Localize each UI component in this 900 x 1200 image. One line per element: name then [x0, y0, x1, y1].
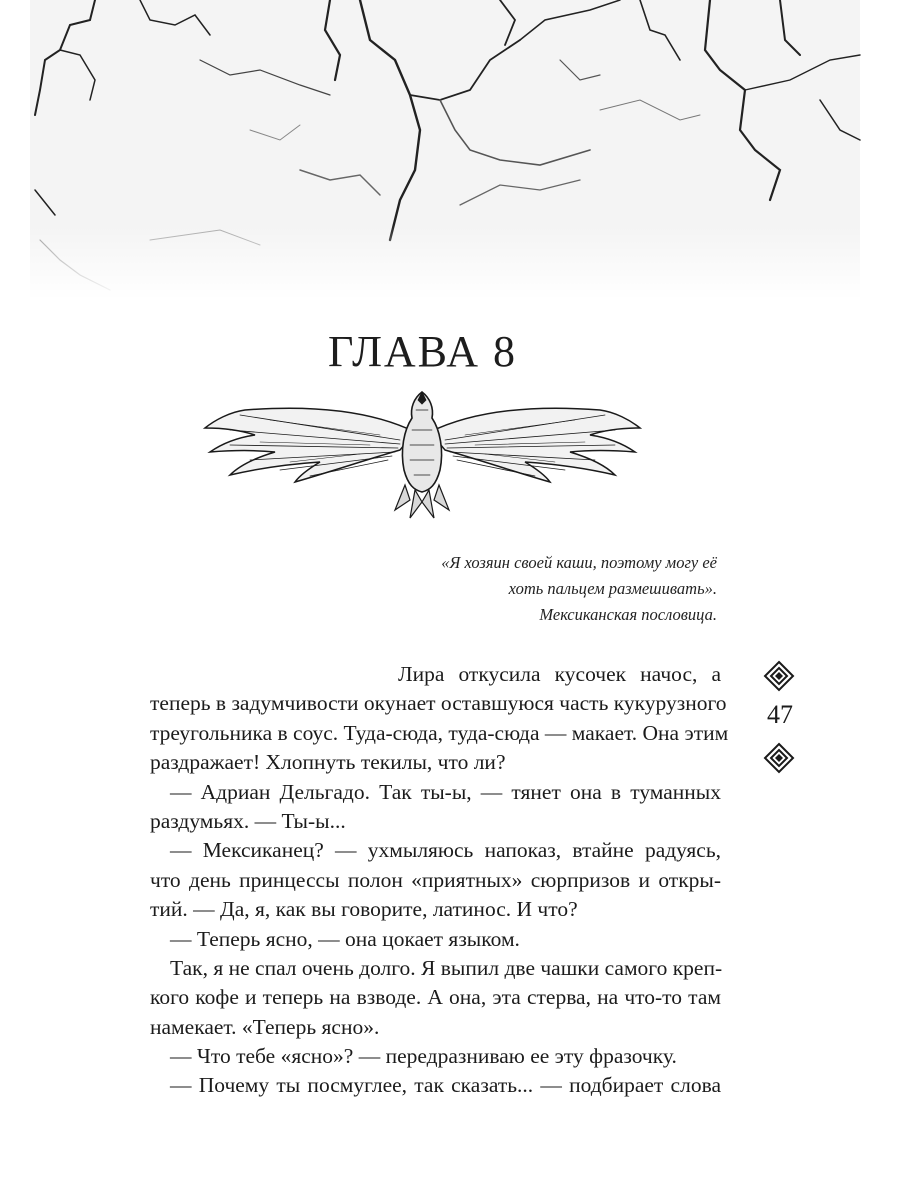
- text-line: раздражает! Хлопнуть текилы, что ли?: [150, 750, 506, 775]
- text-line: — Что тебе «ясно»? — передразниваю ее эту фразочку.: [170, 1044, 677, 1069]
- text-line: теперь в задумчивости окунает оставшуюся часть кукурузного: [150, 691, 727, 716]
- text-line: кого кофе и теперь на взводе. А она, эта стерва, на что-то там: [150, 985, 721, 1010]
- text-line: — Почему ты посмуглее, так сказать... — подбирает слова: [170, 1073, 721, 1098]
- page-number: 47: [767, 700, 793, 729]
- chapter-title: ГЛАВА 8: [327, 327, 518, 376]
- ornament-diamond-icon: [763, 742, 795, 774]
- text-line: — Адриан Дельгадо. Так ты-ы, — тянет она в туманных: [170, 779, 721, 804]
- text-line: намекает. «Теперь ясно».: [150, 1014, 380, 1039]
- epigraph: [297, 550, 717, 628]
- text-line: раздумьях. — Ты-ы...: [150, 808, 346, 833]
- text-line: что день принцессы полон «приятных» сюрпризов и откры-: [150, 867, 721, 892]
- epigraph-attribution: Мексиканская пословица.: [539, 605, 717, 624]
- text-line: Так, я не спал очень долго. Я выпил две чашки самого креп-: [170, 955, 723, 980]
- text-line: — Теперь ясно, — она цокает языком.: [170, 926, 520, 951]
- eagle-illustration: [200, 390, 645, 520]
- epigraph-line: хоть пальцем размешивать».: [508, 579, 717, 598]
- text-line: Лира откусила кусочек начос, а: [398, 662, 721, 686]
- text-line: — Мексиканец? — ухмыляюсь напоказ, втайне радуясь,: [170, 838, 721, 863]
- ornament-diamond-icon: [763, 660, 795, 692]
- marble-texture-header: [0, 0, 900, 300]
- body-text: [150, 660, 729, 1101]
- text-line: треугольника в соус. Туда-сюда, туда-сюда — макает. Она этим: [150, 720, 729, 745]
- epigraph-line: «Я хозяин своей каши, поэтому могу её: [441, 553, 717, 572]
- text-line: тий. — Да, я, как вы говорите, латинос. И что?: [150, 897, 578, 922]
